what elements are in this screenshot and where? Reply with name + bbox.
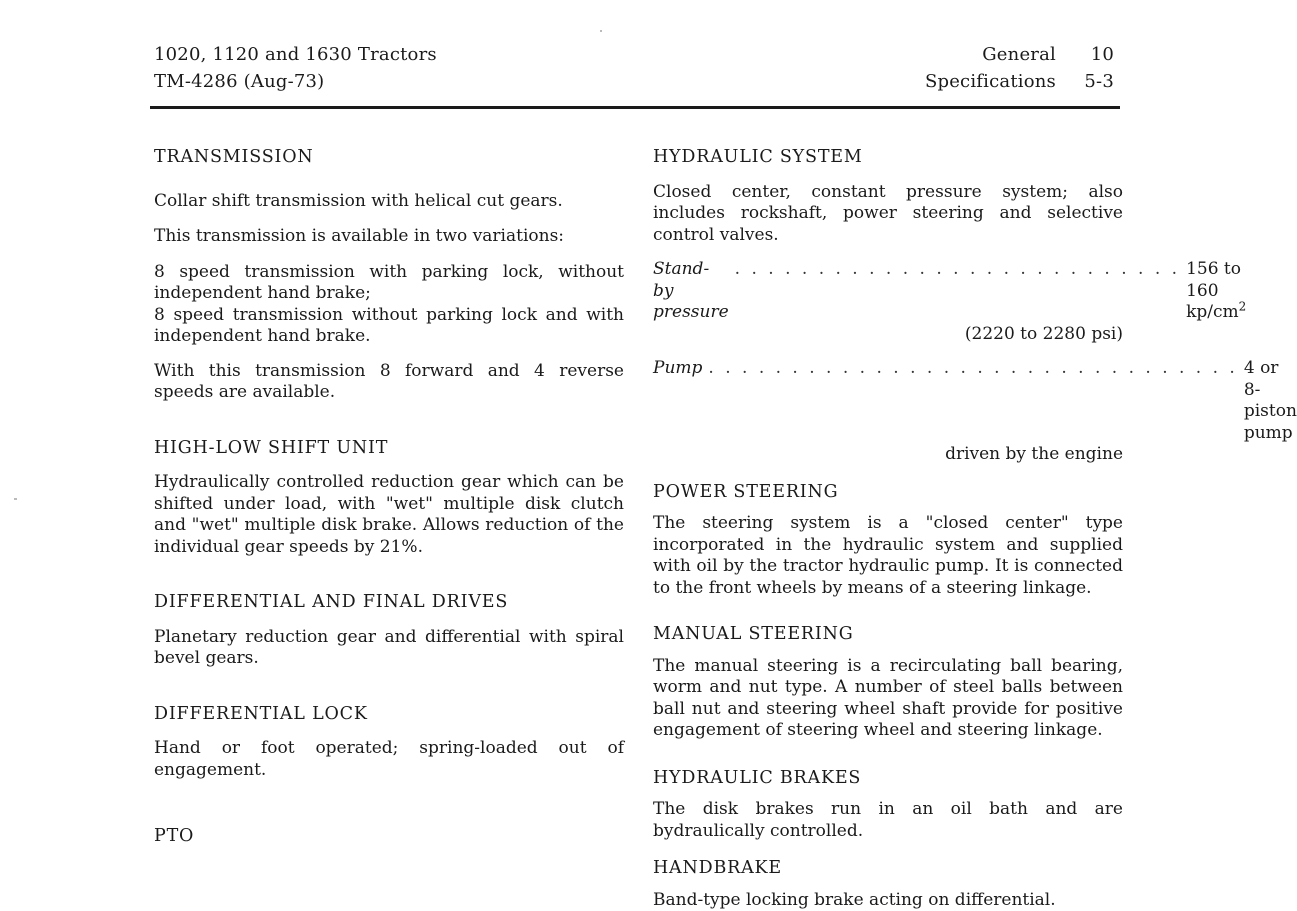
differential-lock-paragraph: Hand or foot operated; spring-loaded out of engagement. (154, 738, 624, 781)
header-left (154, 41, 437, 95)
differential-final-paragraph: Planetary reduction gear and differential with spiral bevel gears. (154, 627, 624, 670)
manual-steering-paragraph: The manual steering is a recirculating ball bearing, worm and nut type. A number of steel balls between ball nut and steering wheel shaft provide for positive engagement of steering wheel and steering linkage. (653, 656, 1123, 742)
handbrake-heading: HANDBRAKE (653, 858, 1123, 880)
pump-drive: driven by the engine (653, 444, 1123, 466)
hydraulic-system-heading: HYDRAULIC SYSTEM (653, 147, 1123, 169)
hydraulic-system-paragraph: Closed center, constant pressure system; also includes rockshaft, power steering and selective control valves. (653, 182, 1123, 247)
header-section-number: 10 (1056, 41, 1114, 68)
header-group-row (925, 68, 1114, 95)
header-rule (150, 106, 1120, 109)
scan-speck (14, 498, 17, 500)
leader-dots: . . . . . . . . . . . . . . . . . . . . . . . . . . . . . . . . (702, 358, 1243, 380)
leader-dots: . . . . . . . . . . . . . . . . . . . . . . . . . . . (729, 259, 1186, 281)
standby-pressure-value: 156 to 160 $kp/cm^2$ (1186, 259, 1246, 324)
high-low-heading: HIGH-LOW SHIFT UNIT (154, 438, 624, 460)
left-column (154, 130, 624, 848)
header-section-row (925, 41, 1114, 68)
manual-steering-heading: MANUAL STEERING (653, 624, 1123, 646)
standby-pressure-spec (653, 259, 1123, 345)
transmission-variant-2: 8 speed transmission without parking lock and with independent hand brake. (154, 305, 624, 348)
pump-label: Pump (653, 358, 702, 380)
right-column (653, 130, 1123, 911)
transmission-paragraph-4: With this transmission 8 forward and 4 reverse speeds are available. (154, 361, 624, 404)
power-steering-heading: POWER STEERING (653, 482, 1123, 504)
pto-heading: PTO (154, 826, 624, 848)
standby-pressure-label: Stand-by pressure (653, 259, 729, 324)
transmission-heading: TRANSMISSION (154, 147, 624, 169)
handbrake-paragraph: Band-type locking brake acting on differential. (653, 890, 1123, 911)
header-page-number: 5-3 (1056, 68, 1114, 95)
transmission-paragraph-1: Collar shift transmission with helical cut gears. (154, 191, 624, 213)
pump-spec (653, 358, 1123, 466)
pump-value: 4 or 8-piston pump (1244, 358, 1297, 444)
transmission-variant-1: 8 speed transmission with parking lock, without independent hand brake; (154, 262, 624, 305)
header-section-label: General (982, 41, 1056, 68)
differential-lock-heading: DIFFERENTIAL LOCK (154, 704, 624, 726)
scan-speck (600, 30, 602, 32)
header-tm-number: TM-4286 (Aug-73) (154, 68, 437, 95)
hydraulic-brakes-paragraph: The disk brakes run in an oil bath and are bydraulically controlled. (653, 799, 1123, 842)
transmission-paragraph-2: This transmission is available in two variations: (154, 226, 624, 248)
hydraulic-brakes-heading: HYDRAULIC BRAKES (653, 768, 1123, 790)
header-right (925, 41, 1114, 95)
header-group-label: Specifications (925, 68, 1056, 95)
high-low-paragraph: Hydraulically controlled reduction gear which can be shifted under load, with "wet" multiple disk clutch and "wet" multiple disk brake. Allows reduction of the individual gear speeds by 21%. (154, 472, 624, 558)
power-steering-paragraph: The steering system is a "closed center" type incorporated in the hydraulic system and supplied with oil by the tractor hydraulic pump. It is connected to the front wheels by means of a steering linkage. (653, 513, 1123, 599)
header-model: 1020, 1120 and 1630 Tractors (154, 41, 437, 68)
standby-pressure-psi: (2220 to 2280 psi) (653, 324, 1123, 346)
differential-final-heading: DIFFERENTIAL AND FINAL DRIVES (154, 592, 624, 614)
